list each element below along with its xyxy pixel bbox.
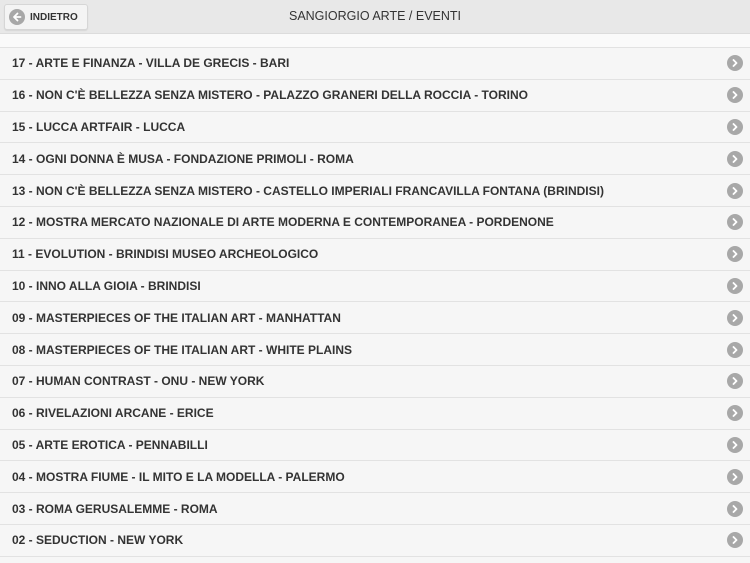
chevron-right-circle-icon xyxy=(727,214,743,230)
event-label: 17 - ARTE E FINANZA - VILLA DE GRECIS - BARI xyxy=(12,56,290,71)
list-item[interactable] xyxy=(0,48,750,80)
chevron-right-circle-icon xyxy=(727,246,743,262)
chevron-right-circle-icon xyxy=(727,437,743,453)
list-item[interactable] xyxy=(0,430,750,462)
event-label: 07 - HUMAN CONTRAST - ONU - NEW YORK xyxy=(12,374,265,389)
chevron-right-circle-icon xyxy=(727,342,743,358)
event-label: 08 - MASTERPIECES OF THE ITALIAN ART - WHITE PLAINS xyxy=(12,342,353,357)
back-button-label: INDIETRO xyxy=(30,11,78,23)
event-label: 11 - EVOLUTION - BRINDISI MUSEO ARCHEOLOGICO xyxy=(12,247,319,262)
chevron-right-circle-icon xyxy=(727,532,743,548)
event-label: 03 - ROMA GERUSALEMME - ROMA xyxy=(12,501,218,516)
list-item[interactable] xyxy=(0,302,750,334)
event-label: 06 - RIVELAZIONI ARCANE - ERICE xyxy=(12,406,214,421)
list-item[interactable] xyxy=(0,80,750,112)
chevron-right-circle-icon xyxy=(727,405,743,421)
chevron-right-circle-icon xyxy=(727,55,743,71)
list-item[interactable] xyxy=(0,461,750,493)
event-label: 02 - SEDUCTION - NEW YORK xyxy=(12,533,184,548)
chevron-right-circle-icon xyxy=(727,310,743,326)
list-top-spacer xyxy=(0,34,750,48)
list-item[interactable] xyxy=(0,271,750,303)
list-item[interactable] xyxy=(0,239,750,271)
events-list xyxy=(0,48,750,557)
list-item[interactable] xyxy=(0,398,750,430)
event-label: 05 - ARTE EROTICA - PENNABILLI xyxy=(12,437,208,452)
list-item[interactable] xyxy=(0,112,750,144)
chevron-right-circle-icon xyxy=(727,87,743,103)
list-item[interactable] xyxy=(0,143,750,175)
event-label: 16 - NON C'È BELLEZZA SENZA MISTERO - PALAZZO GRANERI DELLA ROCCIA - TORINO xyxy=(12,88,528,103)
navigation-bar xyxy=(0,0,750,34)
chevron-right-circle-icon xyxy=(727,501,743,517)
event-label: 10 - INNO ALLA GIOIA - BRINDISI xyxy=(12,278,201,293)
list-item[interactable] xyxy=(0,493,750,525)
chevron-right-circle-icon xyxy=(727,151,743,167)
chevron-right-circle-icon xyxy=(727,183,743,199)
event-label: 14 - OGNI DONNA È MUSA - FONDAZIONE PRIMOLI - ROMA xyxy=(12,151,354,166)
list-item[interactable] xyxy=(0,334,750,366)
event-label: 15 - LUCCA ARTFAIR - LUCCA xyxy=(12,119,186,134)
event-label: 09 - MASTERPIECES OF THE ITALIAN ART - MANHATTAN xyxy=(12,310,341,325)
event-label: 04 - MOSTRA FIUME - IL MITO E LA MODELLA - PALERMO xyxy=(12,469,345,484)
arrow-left-circle-icon xyxy=(9,9,25,25)
chevron-right-circle-icon xyxy=(727,278,743,294)
list-item[interactable] xyxy=(0,207,750,239)
event-label: 13 - NON C'È BELLEZZA SENZA MISTERO - CASTELLO IMPERIALI FRANCAVILLA FONTANA (BRINDISI) xyxy=(12,183,604,198)
page-title: SANGIORGIO ARTE / EVENTI xyxy=(288,9,462,23)
event-label: 12 - MOSTRA MERCATO NAZIONALE DI ARTE MODERNA E CONTEMPORANEA - PORDENONE xyxy=(12,215,554,230)
chevron-right-circle-icon xyxy=(727,469,743,485)
list-item[interactable] xyxy=(0,525,750,557)
chevron-right-circle-icon xyxy=(727,119,743,135)
back-button[interactable] xyxy=(4,4,88,30)
list-item[interactable] xyxy=(0,175,750,207)
chevron-right-circle-icon xyxy=(727,373,743,389)
list-item[interactable] xyxy=(0,366,750,398)
